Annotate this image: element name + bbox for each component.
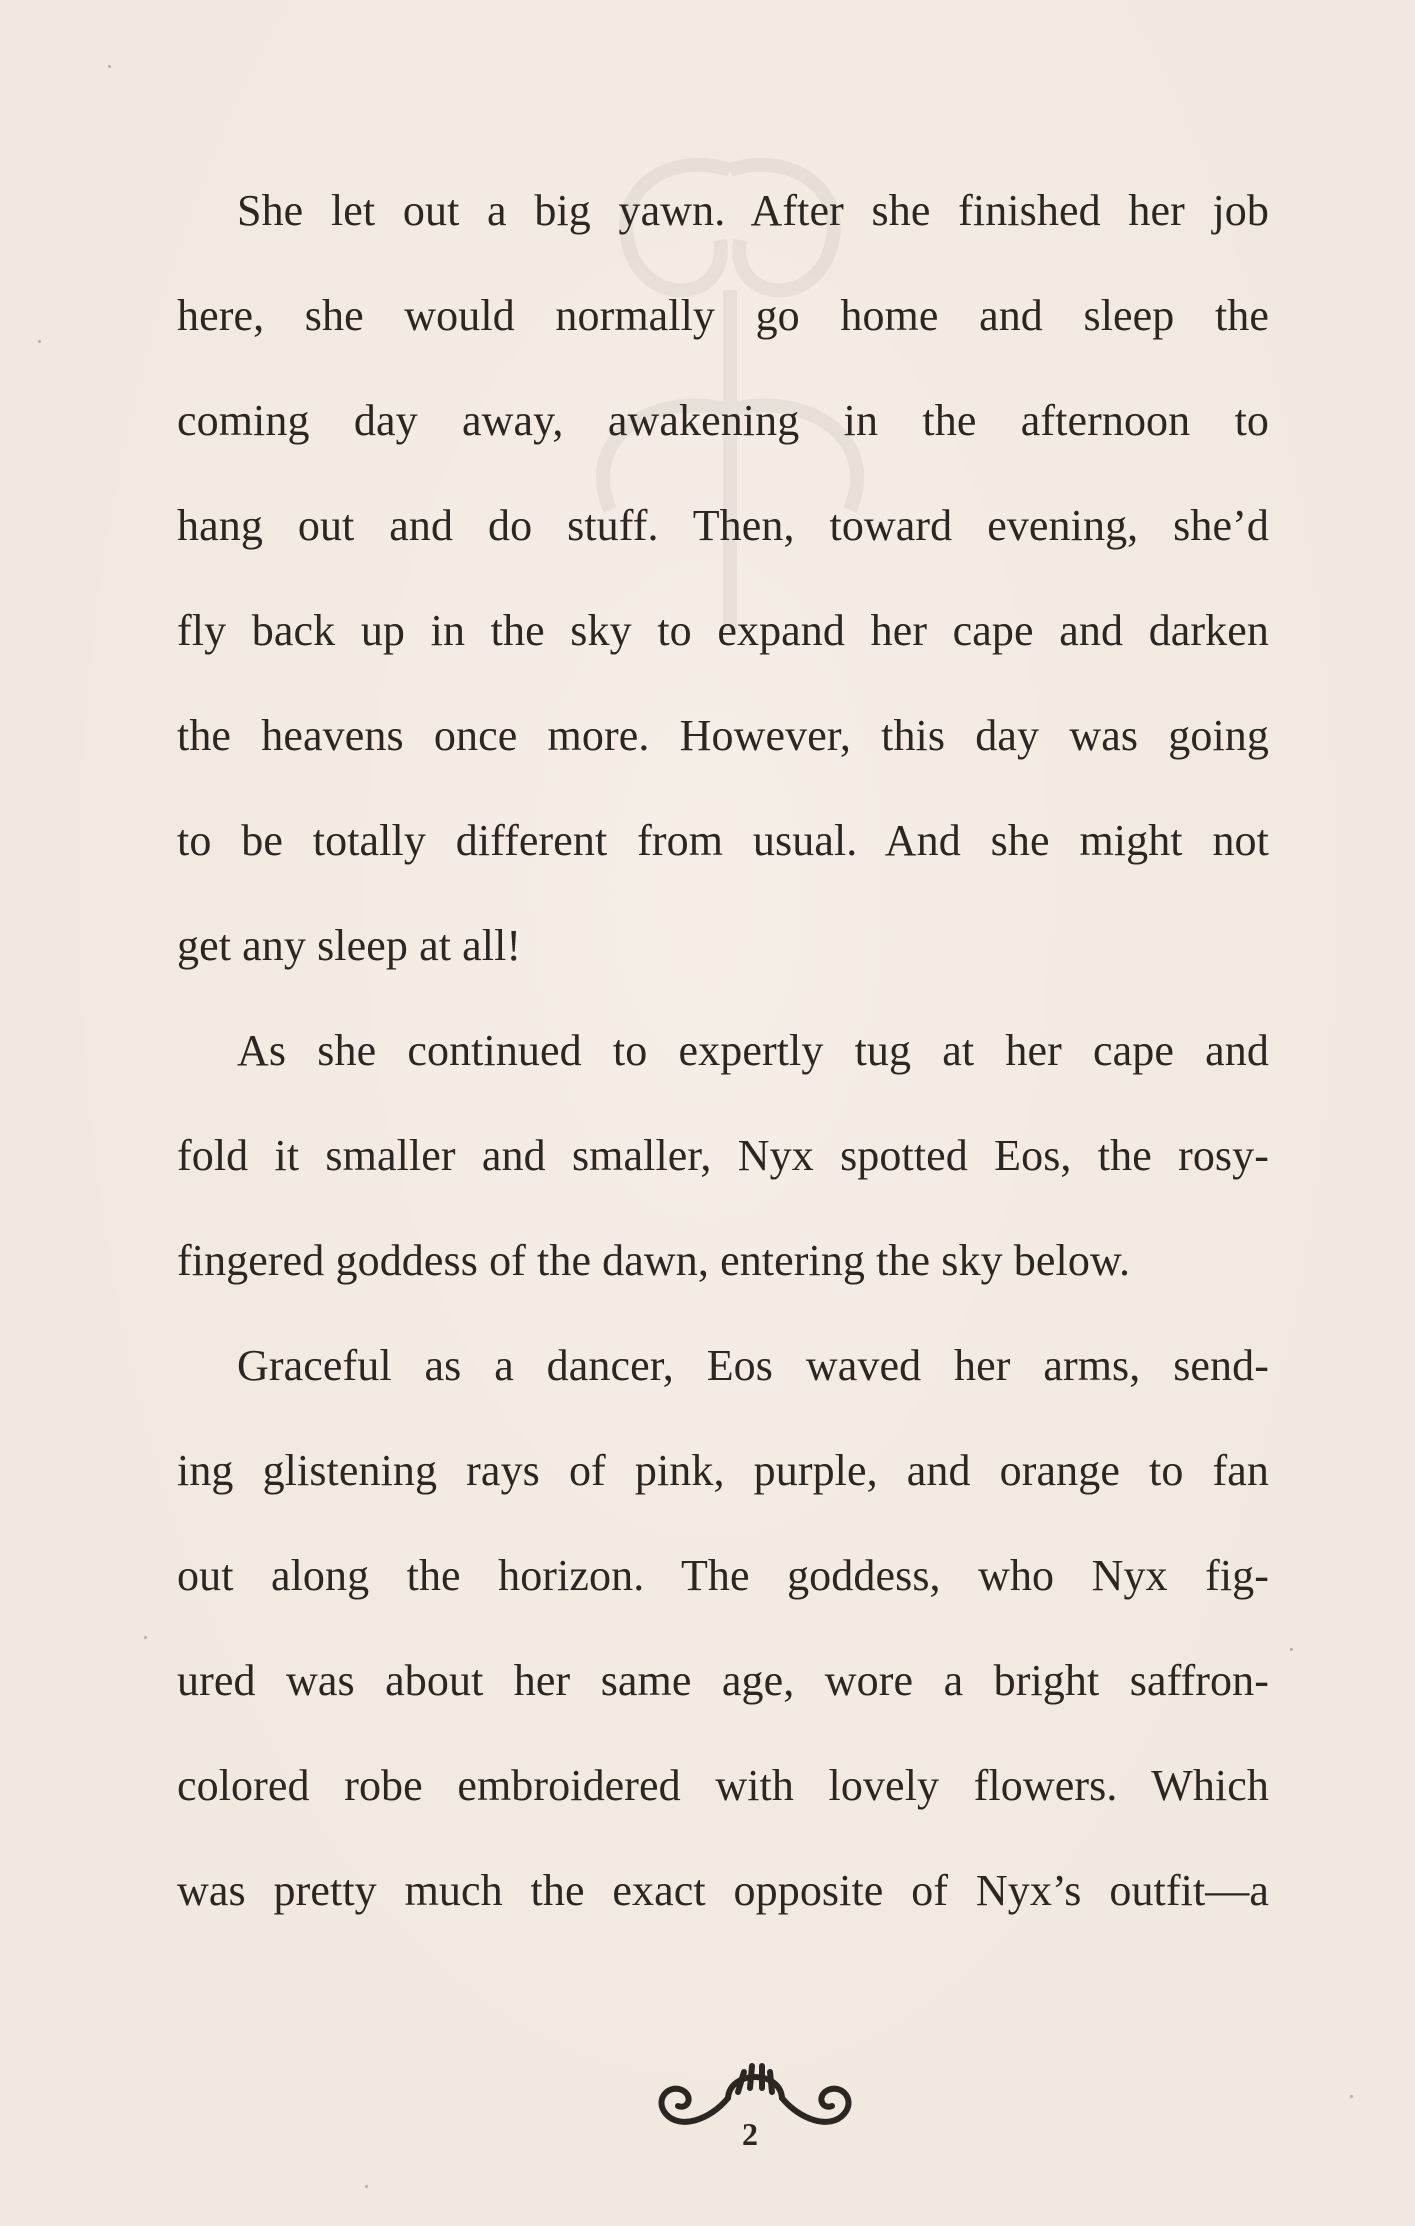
text-line: was pretty much the exact opposite of Nyx’s outfit—a [177,1866,1269,1915]
paper-speck [38,340,41,343]
text-line: She let out a big yawn. After she finished her job [237,186,1269,235]
text-line: fold it smaller and smaller, Nyx spotted Eos, the rosy- [177,1131,1269,1180]
paper-speck [144,1636,147,1639]
paper-speck [1350,2095,1353,2098]
text-line: ured was about her same age, wore a bright saffron- [177,1656,1269,1705]
text-line: colored robe embroidered with lovely flowers. Which [177,1761,1269,1810]
paper-speck [108,65,111,68]
text-line: fly back up in the sky to expand her cape and darken [177,606,1269,655]
text-line: fingered goddess of the dawn, entering the sky below. [177,1236,1131,1285]
text-line: Graceful as a dancer, Eos waved her arms, send- [237,1341,1269,1390]
text-line: out along the horizon. The goddess, who Nyx fig- [177,1551,1269,1600]
page-number: 2 [742,2116,758,2152]
text-line: get any sleep at all! [177,921,522,970]
paper-speck [365,2185,368,2188]
text-line: hang out and do stuff. Then, toward evening, she’d [177,501,1269,550]
text-line: to be totally different from usual. And she might not [177,816,1269,865]
text-line: coming day away, awakening in the afternoon to [177,396,1269,445]
body-text [177,158,1269,1943]
text-line: here, she would normally go home and sleep the [177,291,1269,340]
text-line: As she continued to expertly tug at her cape and [237,1026,1269,1075]
text-line: ing glistening rays of pink, purple, and orange to fan [177,1446,1269,1495]
paper-speck [1290,1648,1293,1651]
text-line: the heavens once more. However, this day was going [177,711,1269,760]
